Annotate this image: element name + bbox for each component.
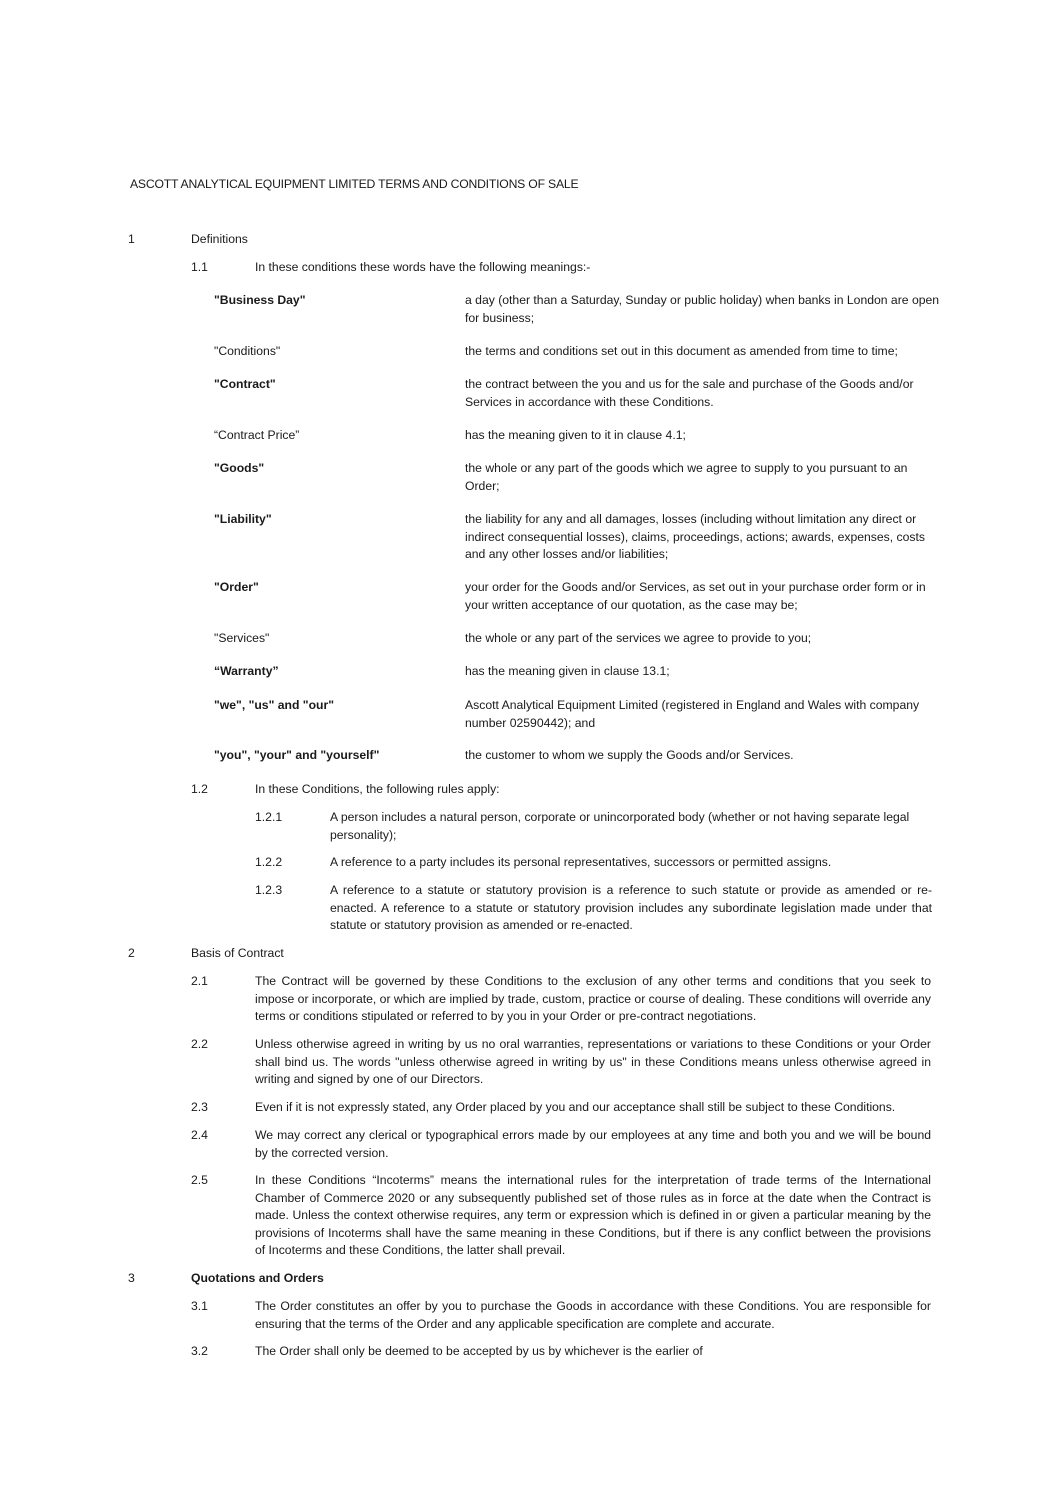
document-title: ASCOTT ANALYTICAL EQUIPMENT LIMITED TERMS AND CONDITIONS OF SALE <box>130 177 579 191</box>
clause-number: 3.1 <box>191 1299 208 1313</box>
definition-term: “Warranty” <box>214 664 279 678</box>
definition-meaning: has the meaning given to it in clause 4.1; <box>465 428 686 442</box>
definition-term: "Business Day" <box>214 293 306 307</box>
definition-term: "Liability" <box>214 512 272 526</box>
definition-meaning: a day (other than a Saturday, Sunday or public holiday) when banks in London are open for business; <box>465 293 940 325</box>
section-number: 1 <box>128 232 135 246</box>
clause-number: 3.2 <box>191 1344 208 1358</box>
definition-meaning: the whole or any part of the goods which we agree to supply to you pursuant to an Order; <box>465 461 908 493</box>
clause-text: The Order constitutes an offer by you to purchase the Goods in accordance with these Conditions. You are responsible for ensuring that the terms of the Order and any applicable specification are complete and accurate. <box>255 1299 931 1331</box>
definition-term: "Goods" <box>214 461 265 475</box>
definition-term: "we", "us" and "our" <box>214 698 334 712</box>
clause-number: 2.3 <box>191 1100 208 1114</box>
definition-meaning: the terms and conditions set out in this document as amended from time to time; <box>465 344 898 358</box>
subclause-number: 1.2.2 <box>255 855 283 869</box>
clause-text: In these Conditions, the following rules apply: <box>255 782 500 796</box>
clause-text: The Order shall only be deemed to be accepted by us by whichever is the earlier of <box>255 1344 703 1358</box>
subclause-text: A reference to a statute or statutory provision is a reference to such statute or provide as amended or re-enacted. A reference to a statute or statutory provision includes any subordinate legislation made under that statute or statutory provision as amended or re-enacted. <box>330 883 932 932</box>
definition-term: "Conditions" <box>214 344 281 358</box>
definition-term: "Services" <box>214 631 270 645</box>
clause-text: In these conditions these words have the following meanings:- <box>255 260 591 274</box>
clause-text: The Contract will be governed by these Conditions to the exclusion of any other terms and conditions that you seek to impose or incorporate, or which are implied by trade, custom, practice or course of dealing. These conditions will override any terms or conditions stipulated or referred to by you in your Order or pre-contract negotiations. <box>255 974 931 1023</box>
definition-term: “Contract Price” <box>214 428 300 442</box>
clause-number: 2.5 <box>191 1173 208 1187</box>
section-number: 3 <box>128 1271 135 1285</box>
definition-meaning: the contract between the you and us for the sale and purchase of the Goods and/or Services in accordance with these Conditions. <box>465 377 914 409</box>
definition-meaning: the liability for any and all damages, losses (including without limitation any direct or indirect consequential losses), claims, proceedings, actions; awards, expenses, costs and any other losses and/or liabilities; <box>465 512 925 561</box>
definition-term: "Order" <box>214 580 259 594</box>
subclause-text: A reference to a party includes its personal representatives, successors or permitted assigns. <box>330 855 832 869</box>
clause-number: 1.2 <box>191 782 208 796</box>
subclause-number: 1.2.3 <box>255 883 283 897</box>
clause-number: 2.4 <box>191 1128 208 1142</box>
definition-meaning: the whole or any part of the services we agree to provide to you; <box>465 631 812 645</box>
definition-meaning: has the meaning given in clause 13.1; <box>465 664 670 678</box>
definition-meaning: Ascott Analytical Equipment Limited (registered in England and Wales with company number 02590442); and <box>465 698 920 730</box>
subclause-number: 1.2.1 <box>255 810 283 824</box>
subclause-text: A person includes a natural person, corporate or unincorporated body (whether or not having separate legal personality); <box>330 810 910 842</box>
clause-number: 2.1 <box>191 974 208 988</box>
clause-number: 2.2 <box>191 1037 208 1051</box>
definition-term: "you", "your" and "yourself" <box>214 748 380 762</box>
clause-text: In these Conditions “Incoterms” means the international rules for the interpretation of trade terms of the International Chamber of Commerce 2020 or any subsequently published set of those rules as in force at the date when the Contract is made. Unless the context otherwise requires, any term or expression which is defined in or given a particular meaning by the provisions of Incoterms shall have the same meaning in these Conditions, but if there is any conflict between the provisions of Incoterms and these Conditions, the latter shall prevail. <box>255 1173 931 1257</box>
clause-text: We may correct any clerical or typographical errors made by our employees at any time and both you and we will be bound by the corrected version. <box>255 1128 931 1160</box>
section-number: 2 <box>128 946 135 960</box>
clause-number: 1.1 <box>191 260 208 274</box>
section-heading: Basis of Contract <box>191 946 284 960</box>
clause-text: Unless otherwise agreed in writing by us no oral warranties, representations or variations to these Conditions or your Order shall bind us. The words "unless otherwise agreed in writing by us" in these Conditions means unless otherwise agreed in writing and signed by one of our Directors. <box>255 1037 931 1086</box>
definition-meaning: the customer to whom we supply the Goods and/or Services. <box>465 748 794 762</box>
section-heading: Definitions <box>191 232 248 246</box>
definition-meaning: your order for the Goods and/or Services, as set out in your purchase order form or in your written acceptance of our quotation, as the case may be; <box>465 580 926 612</box>
definition-term: "Contract" <box>214 377 276 391</box>
clause-text: Even if it is not expressly stated, any Order placed by you and our acceptance shall still be subject to these Conditions. <box>255 1100 896 1114</box>
section-heading: Quotations and Orders <box>191 1271 324 1285</box>
